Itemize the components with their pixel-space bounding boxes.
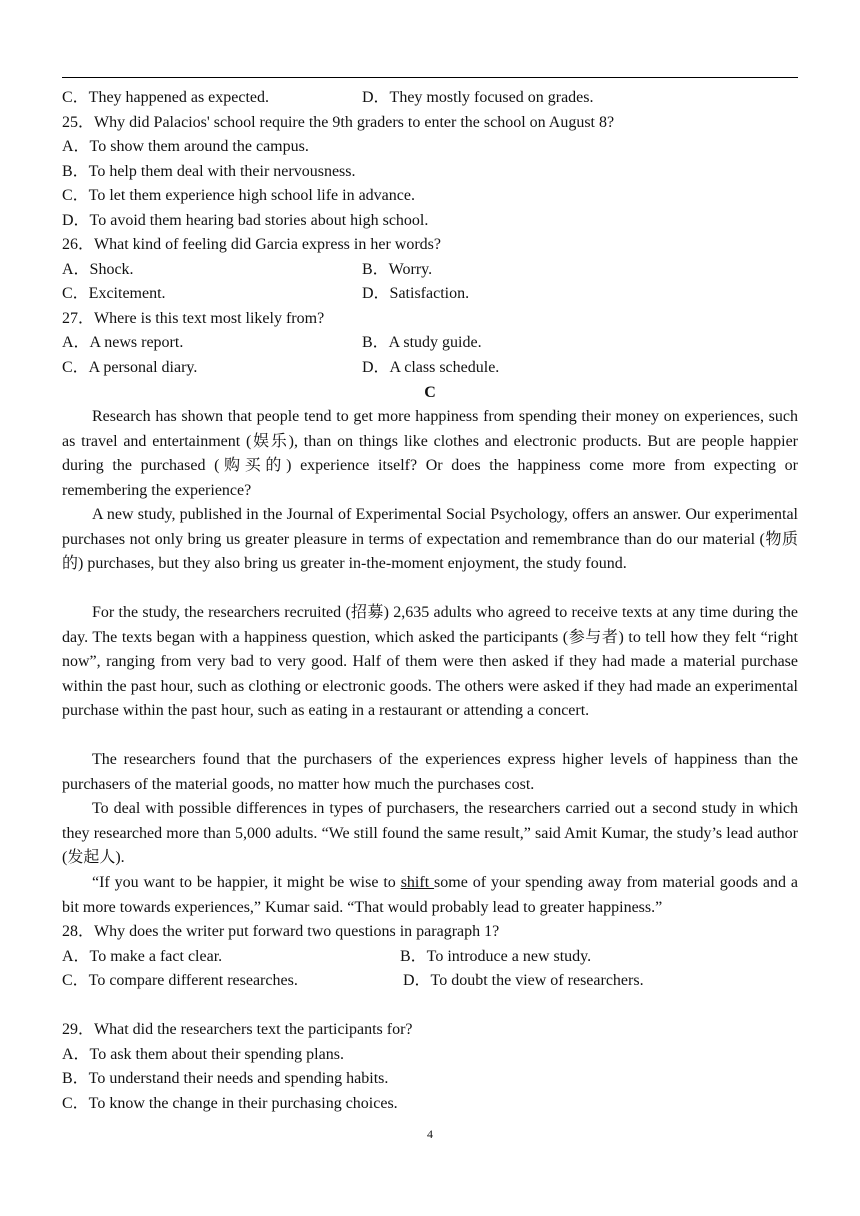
q28-option-a: A．To make a fact clear. [62,948,223,965]
q29-option-b: B．To understand their needs and spending habits. [62,1070,389,1087]
q28-stem: 28．Why does the writer put forward two questions in paragraph 1? [62,923,500,940]
q25-stem: 25．Why did Palacios' school require the 9th graders to enter the school on August 8? [62,114,615,131]
p6-text-before: “If you want to be happier, it might be wise to [92,874,401,891]
q24-option-d: D．They mostly focused on grades. [362,89,594,106]
q28-option-b: B．To introduce a new study. [400,948,592,965]
q27-option-c: C．A personal diary. [62,359,198,376]
q27-option-b: B．A study guide. [362,334,482,351]
q29-stem: 29．What did the researchers text the participants for? [62,1021,413,1038]
passage-paragraph-6 [62,871,798,920]
q26-option-a: A．Shock. [62,261,134,278]
q26-option-b: B．Worry. [362,261,433,278]
passage-paragraph-4: The researchers found that the purchasers of the experiences express higher levels of happiness than the purchasers of the material goods, no matter how much the purchases cost. [62,751,798,793]
passage-paragraph-1: Research has shown that people tend to get more happiness from spending their money on experiences, such as travel and entertainment (娱乐), than on things like clothes and electronic products. But are people happier during the purchased (购买的) experience itself? Or does the happiness come more from expecting or remembering the experience? [62,408,798,499]
q24-option-c: C．They happened as expected. [62,89,270,106]
q25-option-d: D．To avoid them hearing bad stories about high school. [62,212,429,229]
q25-option-c: C．To let them experience high school life in advance. [62,187,415,204]
q25-option-a: A．To show them around the campus. [62,138,309,155]
q26-option-c: C．Excitement. [62,285,166,302]
q26-option-d: D．Satisfaction. [362,285,470,302]
passage-paragraph-3: For the study, the researchers recruited (招募) 2,635 adults who agreed to receive texts at any time during the day. The texts began with a happiness question, which asked the participants (参与者) to tell how they felt “right now”, ranging from very bad to very good. Half of them were then asked if they had made a material purchase within the past hour, such as clothing or electronic goods. The others were asked if they had made an experimental purchase within the past hour, such as eating in a restaurant or attending a concert. [62,604,798,720]
p6-text-after: some of your spending away from material goods and a bit more towards experiences,” Kumar said. “That would probably lead to greater happiness.” [62,874,799,916]
q27-option-d: D．A class schedule. [362,359,500,376]
p6-underlined-word: shift [400,874,435,891]
section-heading: C [424,384,436,401]
q29-option-a: A．To ask them about their spending plans. [62,1046,344,1063]
q26-stem: 26．What kind of feeling did Garcia express in her words? [62,236,441,253]
q27-stem: 27．Where is this text most likely from? [62,310,325,327]
page-number: 4 [427,1127,433,1141]
q25-option-b: B．To help them deal with their nervousness. [62,163,356,180]
q28-option-c: C．To compare different researches. [62,972,298,989]
passage-paragraph-5: To deal with possible differences in types of purchasers, the researchers carried out a second study in which they researched more than 5,000 adults. “We still found the same result,” said Amit Kumar, the study’s lead author (发起人). [62,800,798,867]
q29-option-c: C．To know the change in their purchasing choices. [62,1095,398,1112]
passage-paragraph-2: A new study, published in the Journal of Experimental Social Psychology, offers an answer. Our experimental purchases not only bring us greater pleasure in terms of expectation and remembrance than do our material (物质的) purchases, but they also bring us greater in-the-moment enjoyment, the study found. [62,506,798,573]
q27-option-a: A．A news report. [62,334,184,351]
header-rule [62,77,798,78]
q28-option-d: D．To doubt the view of researchers. [403,972,644,989]
